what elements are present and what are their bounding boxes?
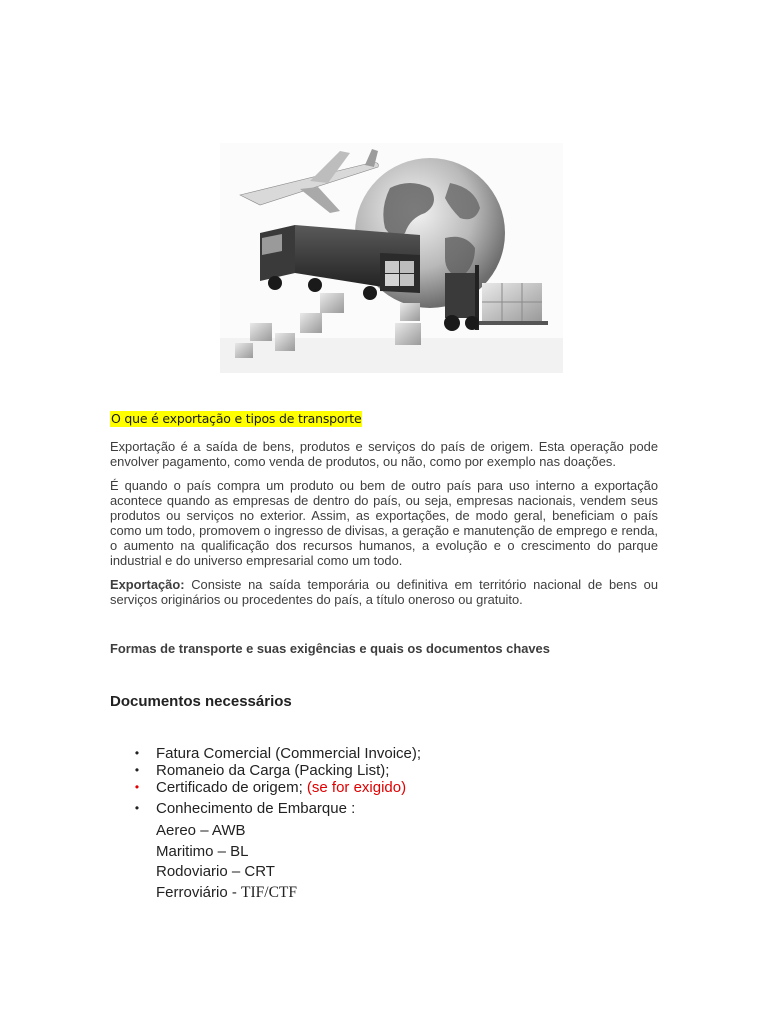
transport-doc-aereo: Aereo – AWB: [156, 822, 246, 839]
bullet-icon: •: [134, 746, 140, 760]
transport-doc-rodoviario: Rodoviario – CRT: [156, 863, 275, 880]
ferroviario-label: Ferroviário -: [156, 883, 242, 901]
bullet-icon: •: [134, 763, 140, 777]
list-item-note: (se for exigido): [306, 779, 407, 796]
paragraph-details: É quando o país compra um produto ou bem de outro país para uso interno a exportação acontece quando as empresas de dentro do país, ou seja, empresas nacionais, vendem seus produtos ou serviços no exterior. Assim, as exportações, de modo geral, beneficiam o país como um todo, promovem o ingresso de divisas, a geração e manutenção de emprego e renda, o aumento na qualificação dos recursos humanos, a evolução e o crescimento do parque industrial e do universo empresarial como um todo.: [110, 478, 658, 568]
paragraph-intro: Exportação é a saída de bens, produtos e serviços do país de origem. Esta operação pode envolver pagamento, como venda de produtos, ou não, como por exemplo nas doações.: [110, 439, 658, 469]
list-item: [132, 779, 652, 796]
transport-docs-list: [156, 821, 297, 903]
page-heading: O que é exportação e tipos de transporte: [111, 411, 362, 426]
airplane-icon: [240, 149, 378, 213]
forklift-icon: [444, 265, 548, 331]
transport-doc-ferroviario: [156, 883, 297, 904]
list-item: [132, 745, 652, 762]
definition-text: Consiste na saída temporária ou definitiva em território nacional de bens ou serviços originários ou procedentes do país, a título oneroso ou gratuito.: [110, 577, 658, 607]
documents-title: Documentos necessários: [110, 693, 292, 710]
bullet-icon: •: [134, 780, 140, 794]
paragraph-definition: [110, 577, 658, 607]
truck-icon: [260, 225, 420, 300]
definition-label: Exportação:: [110, 577, 185, 592]
bullet-icon: •: [134, 801, 140, 815]
transport-doc-maritimo: Maritimo – BL: [156, 842, 249, 860]
list-item: [132, 762, 652, 779]
list-item-text: Romaneio da Carga (Packing List);: [156, 762, 390, 779]
illustration-graphic: [220, 143, 563, 373]
list-item: [132, 800, 652, 817]
export-logistics-illustration: [220, 143, 563, 373]
list-item-text: Fatura Comercial (Commercial Invoice);: [156, 745, 422, 762]
list-item-text: Conhecimento de Embarque :: [156, 800, 356, 817]
section-title: Formas de transporte e suas exigências e quais os documentos chaves: [110, 641, 550, 656]
documents-list: [132, 745, 652, 817]
list-item-text: Certificado de origem;: [156, 779, 307, 796]
ferroviario-code: TIF/CTF: [241, 883, 297, 901]
